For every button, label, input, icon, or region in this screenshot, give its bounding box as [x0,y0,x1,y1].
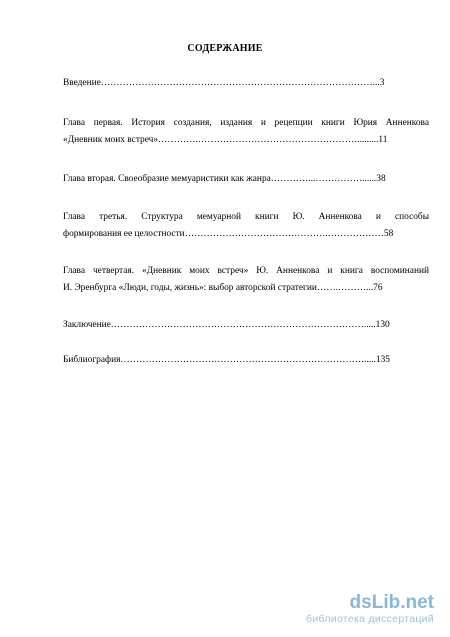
toc-entry-bibliography: Библиография…………………………………………………………………….....135 [63,355,390,365]
toc-entry-conclusion: Заключение……………………………………………………………………….....130 [63,320,390,330]
toc-entry-chapter-1-line-1: Глава первая. История создания, издания и рецепции книги Юрия Анненкова [63,118,429,128]
page-title: СОДЕРЖАНИЕ [187,43,263,54]
toc-entry-chapter-1-line-2: «Дневник моих встреч»………….…………………………………………….........11 [63,135,388,145]
watermark-subtitle: библиотека диссертаций [306,613,434,625]
toc-entry-introduction: Введение……………………………………………………………………………...3 [63,78,385,88]
toc-entry-chapter-3-line-2: формирования ее целостности……………………………………….………………58 [63,229,394,239]
toc-entry-chapter-4-line-1: Глава четвертая. «Дневник моих встреч» Ю. Анненкова и книга воспоминаний [63,266,429,276]
toc-entry-chapter-2: Глава вторая. Своеобразие мемуаристики как жанра…………...……………......38 [63,174,386,184]
watermark-logo: dsLib.net [349,592,434,613]
toc-entry-chapter-3-line-1: Глава третья. Структура мемуарной книги Ю. Анненкова и способы [63,212,429,222]
watermark [306,593,434,625]
toc-entry-chapter-4-line-2: И. Эренбурга «Люди, годы, жизнь»: выбор авторской стратегии…….………...76 [63,283,383,293]
